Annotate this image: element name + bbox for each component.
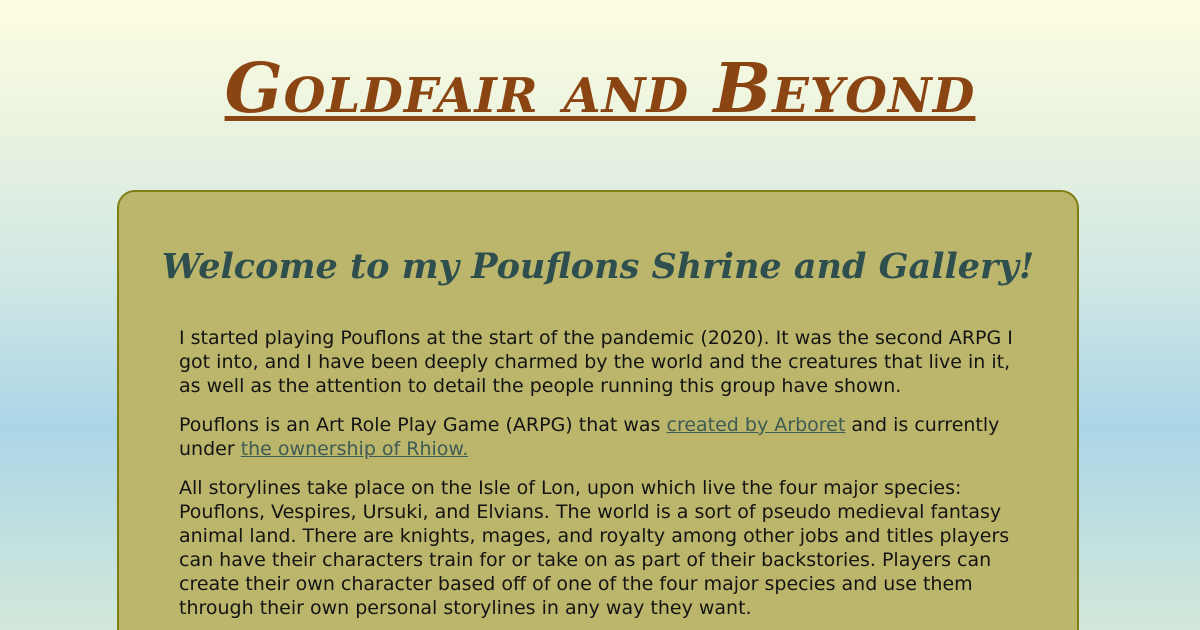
about-paragraph	[179, 413, 1017, 461]
welcome-heading: Welcome to my Pouflons Shrine and Gallery!	[161, 246, 1035, 287]
storyline-paragraph: All storylines take place on the Isle of Lon, upon which live the four major species: Pouflons, Vespires, Ursuki, and Elvians. The world is a sort of pseudo medieval fantasy animal land. There are knights, mages, and royalty among other jobs and titles players can have their characters train for or take on as part of their backstories. Players can create their own character based off of one of the four major species and use them through their own personal storylines in any way they want.	[179, 477, 1010, 619]
panel-body	[179, 326, 1017, 630]
about-text-middle: and is currently under	[179, 414, 1000, 460]
content-panel	[117, 190, 1079, 630]
intro-paragraph: I started playing Pouflons at the start of the pandemic (2020). It was the second ARPG I got into, and I have been deeply charmed by the world and the creatures that live in it, as well as the attention to detail the people running this group have shown.	[179, 327, 1013, 397]
site-header	[0, 49, 1200, 129]
created-by-arboret-link[interactable]: created by Arboret	[666, 414, 846, 436]
about-text-before: Pouflons is an Art Role Play Game (ARPG) that was	[179, 414, 667, 436]
ownership-of-rhiow-link[interactable]: the ownership of Rhiow.	[240, 438, 469, 460]
site-title-link[interactable]: Goldfair and Beyond	[224, 49, 976, 129]
